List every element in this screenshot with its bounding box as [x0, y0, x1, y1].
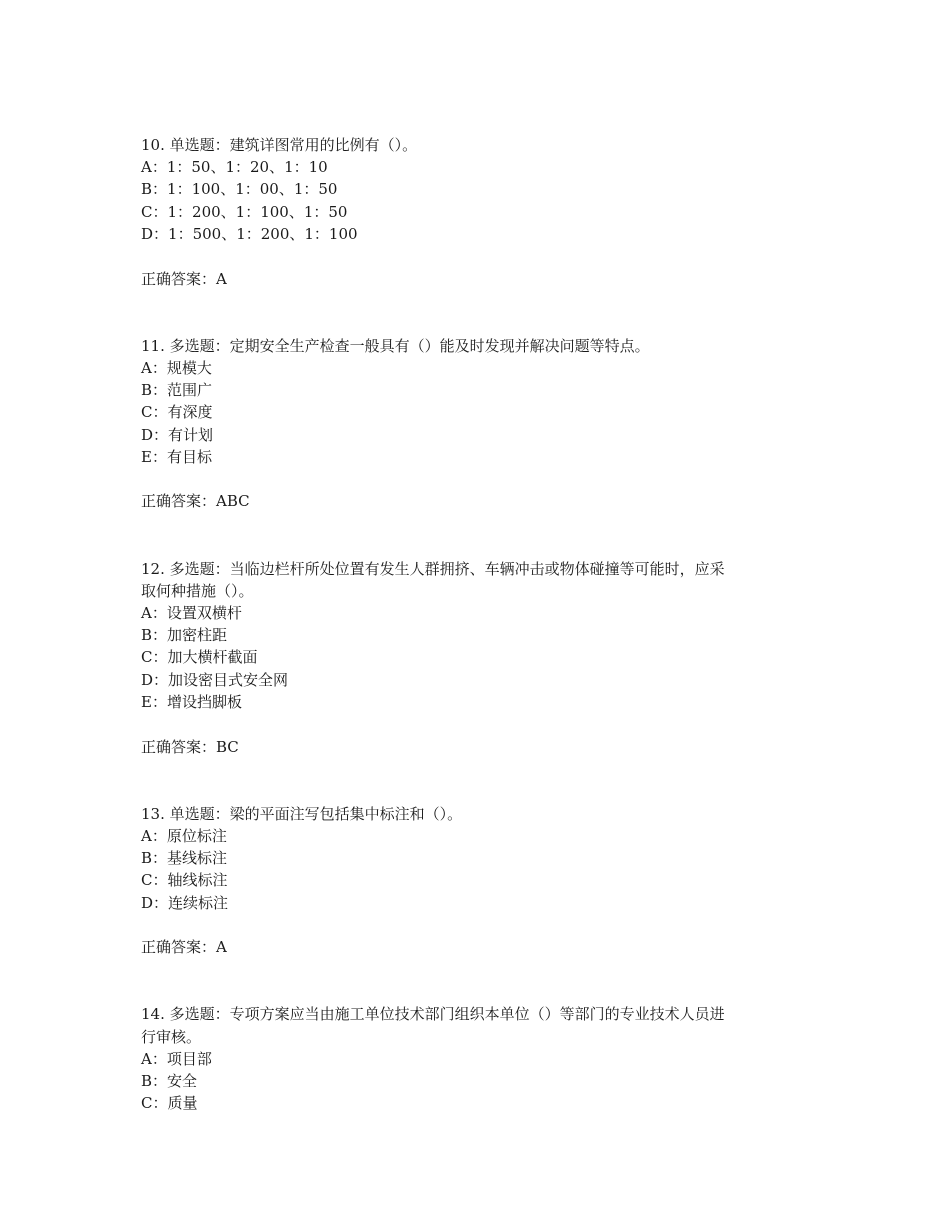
question-spacer	[141, 513, 821, 558]
option-d: D：有计划	[141, 425, 214, 444]
option-c: C：有深度	[141, 403, 213, 422]
answer-line: 正确答案：A	[141, 938, 227, 957]
question-stem-line-2: 行审核。	[141, 1027, 202, 1046]
option-c: C：轴线标注	[141, 871, 228, 890]
question-stem: 13. 单选题：梁的平面注写包括集中标注和（）。	[141, 804, 463, 823]
question-spacer	[141, 758, 821, 803]
question-stem-line-1: 14. 多选题：专项方案应当由施工单位技术部门组织本单位（）等部门的专业技术人员进	[141, 1005, 725, 1024]
option-b: B：基线标注	[141, 849, 228, 868]
option-a: A：原位标注	[141, 826, 227, 845]
option-b: B：安全	[141, 1072, 198, 1091]
option-d: D：连续标注	[141, 893, 229, 912]
question-stem: 11. 多选题：定期安全生产检查一般具有（）能及时发现并解决问题等特点。	[141, 336, 650, 355]
option-d: D：1：500、1：200、1：100	[141, 224, 358, 243]
question-stem-line-2: 取何种措施（）。	[141, 581, 254, 600]
option-a: A：规模大	[141, 358, 212, 377]
answer-line: 正确答案：BC	[141, 737, 239, 756]
question-spacer	[141, 290, 821, 335]
option-c: C：1：200、1：100、1：50	[141, 202, 348, 221]
question-stem: 10. 单选题：建筑详图常用的比例有（）。	[141, 136, 418, 154]
question-11	[141, 335, 821, 513]
option-b: B：范围广	[141, 381, 213, 400]
question-14	[141, 1003, 821, 1114]
answer-line: 正确答案：ABC	[141, 492, 250, 511]
question-stem-line-1: 12. 多选题：当临边栏杆所处位置有发生人群拥挤、车辆冲击或物体碰撞等可能时，应采	[141, 559, 725, 578]
option-b: B：加密柱距	[141, 626, 228, 645]
option-b: B：1：100、1：00、1：50	[141, 180, 338, 199]
option-e: E：有目标	[141, 447, 212, 466]
exam-page	[141, 134, 821, 1115]
answer-line: 正确答案：A	[141, 269, 227, 288]
question-12	[141, 558, 821, 758]
question-spacer	[141, 958, 821, 1003]
option-d: D：加设密目式安全网	[141, 670, 289, 689]
option-c: C：加大横杆截面	[141, 648, 258, 667]
option-c: C：质量	[141, 1094, 198, 1113]
option-a: A：1：50、1：20、1：10	[141, 158, 328, 177]
option-a: A：设置双横杆	[141, 604, 242, 623]
option-e: E：增设挡脚板	[141, 692, 242, 711]
question-13	[141, 803, 821, 959]
question-10	[141, 134, 821, 290]
option-a: A：项目部	[141, 1049, 212, 1068]
